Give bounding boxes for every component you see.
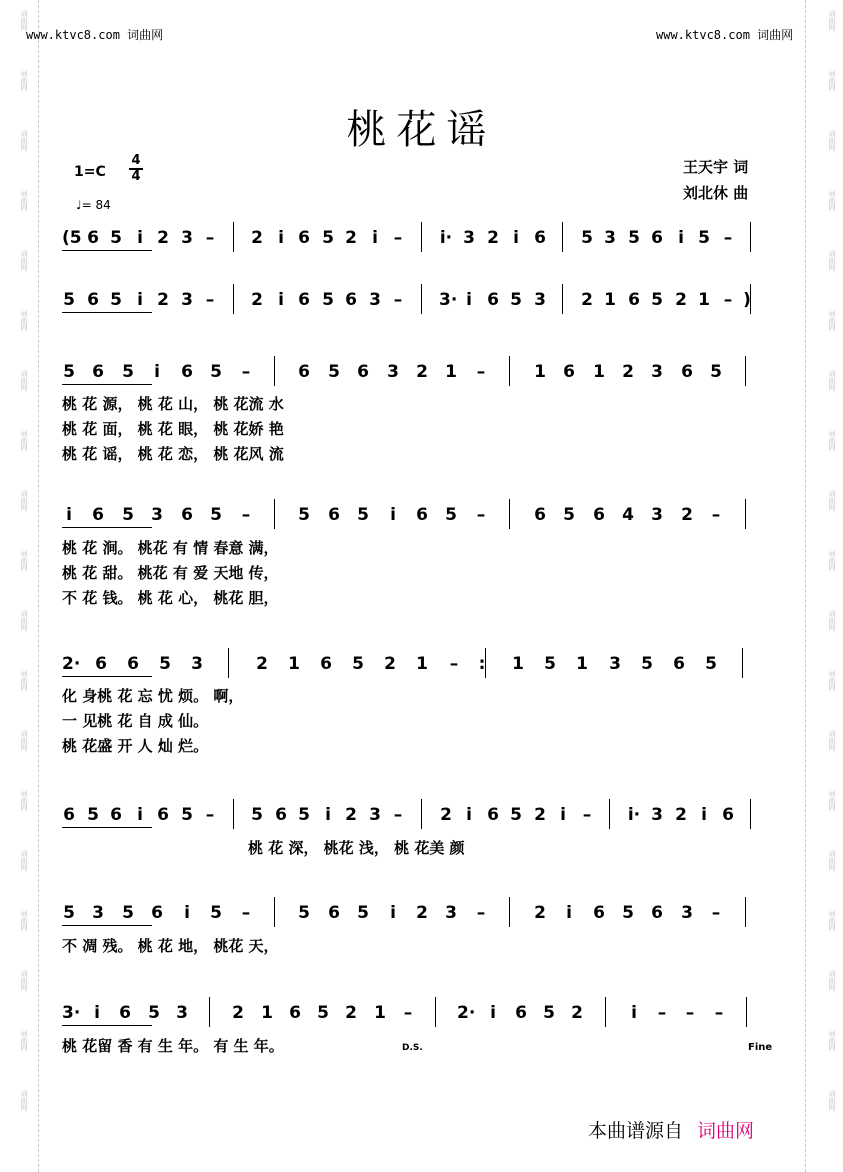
note: i — [466, 290, 472, 310]
note: 6 — [181, 362, 193, 382]
note: i — [701, 805, 707, 825]
note: 5 — [510, 290, 522, 310]
watermark-text: 词曲网 — [828, 790, 836, 811]
note: 6 — [63, 805, 75, 825]
note: 3 — [681, 903, 693, 923]
note: 3 — [651, 362, 663, 382]
note: i — [390, 903, 396, 923]
note: – — [205, 228, 215, 248]
note: 2 — [675, 805, 687, 825]
note: – — [723, 290, 733, 310]
note: 5 — [622, 903, 634, 923]
note: – — [685, 1003, 695, 1023]
note: 5 — [210, 362, 222, 382]
note: 5 — [357, 903, 369, 923]
lyric-line: 桃 花 甜。 桃花 有 爱 天地 传， — [62, 564, 279, 582]
note: 1 — [534, 362, 546, 382]
watermark-text: 词曲网 — [828, 610, 836, 631]
lyricist-credit: 王天宇 词 — [683, 158, 749, 176]
watermark-text: 词曲网 — [20, 130, 28, 151]
note: 3 — [181, 290, 193, 310]
note: 3 — [151, 505, 163, 525]
note: 2 — [416, 903, 428, 923]
note: 1 — [512, 654, 524, 674]
note: 5 — [357, 505, 369, 525]
note: 5 — [298, 805, 310, 825]
lyric-line: 桃 花 谣， 桃 花 恋， 桃 花风 流 — [62, 445, 284, 463]
note: 6 — [289, 1003, 301, 1023]
note: 3 — [176, 1003, 188, 1023]
note: i — [390, 505, 396, 525]
watermark-text: 词曲网 — [20, 430, 28, 451]
note: – — [241, 362, 251, 382]
note: – — [714, 1003, 724, 1023]
notation-row — [62, 362, 782, 394]
notation-row — [62, 290, 782, 322]
note: 3 — [534, 290, 546, 310]
meter-bottom: 4 — [131, 168, 141, 184]
lyric-line: 不 凋 残。 桃 花 地， 桃花 天， — [62, 937, 279, 955]
notation-row — [62, 1003, 782, 1035]
note: 6 — [181, 505, 193, 525]
beam-line — [62, 676, 152, 677]
lyric-line: 桃 花 涧。 桃花 有 情 春意 满， — [62, 539, 279, 557]
note: 2 — [416, 362, 428, 382]
note: 6 — [328, 903, 340, 923]
note: 2 — [251, 228, 263, 248]
bar-line — [605, 997, 606, 1027]
note: 5 — [628, 228, 640, 248]
note: 6 — [345, 290, 357, 310]
note: 2 — [571, 1003, 583, 1023]
time-signature — [128, 154, 144, 184]
note: 6 — [563, 362, 575, 382]
note: 1 — [593, 362, 605, 382]
note: 2 — [157, 228, 169, 248]
note: 5 — [210, 903, 222, 923]
watermark-text: 词曲网 — [828, 430, 836, 451]
note: 3 — [604, 228, 616, 248]
note: – — [205, 805, 215, 825]
note: 5 — [352, 654, 364, 674]
bar-line — [274, 356, 275, 386]
note: 2 — [534, 805, 546, 825]
note: 6 — [357, 362, 369, 382]
note: 4 — [622, 505, 634, 525]
note: 6 — [157, 805, 169, 825]
bar-line — [228, 648, 229, 678]
watermark-text: 词曲网 — [20, 310, 28, 331]
note: 5 — [122, 362, 134, 382]
note: 3 — [463, 228, 475, 248]
notation-symbol: : — [478, 654, 486, 674]
watermark-text: 词曲网 — [828, 730, 836, 751]
watermark-text: 词曲网 — [828, 250, 836, 271]
note: – — [403, 1003, 413, 1023]
note: 6 — [487, 290, 499, 310]
note: 3 — [369, 290, 381, 310]
note: 6 — [651, 903, 663, 923]
note: 6 — [673, 654, 685, 674]
bar-line — [742, 648, 743, 678]
watermark-text: 词曲网 — [828, 70, 836, 91]
note: 1 — [374, 1003, 386, 1023]
note: – — [476, 505, 486, 525]
note: 5 — [122, 505, 134, 525]
note: 6 — [87, 290, 99, 310]
note: i — [513, 228, 519, 248]
beam-line — [62, 312, 152, 313]
note: 3 — [92, 903, 104, 923]
note: 6 — [328, 505, 340, 525]
note: 6 — [110, 805, 122, 825]
watermark-text: 词曲网 — [828, 550, 836, 571]
note: 5 — [445, 505, 457, 525]
note: 5 — [110, 290, 122, 310]
note: 2 — [681, 505, 693, 525]
note: 5 — [110, 228, 122, 248]
bar-line — [745, 356, 746, 386]
note: 5 — [87, 805, 99, 825]
note: 5 — [544, 654, 556, 674]
note: 5 — [651, 290, 663, 310]
lyric-line: 桃 花 深， 桃花 浅， 桃 花美 颜 — [248, 839, 465, 857]
note: 6 — [593, 903, 605, 923]
notation-symbol: ) — [743, 290, 751, 310]
note: 5 — [322, 228, 334, 248]
note: i — [154, 362, 160, 382]
footer-text: 本曲谱源自 — [588, 1120, 684, 1142]
note: – — [476, 903, 486, 923]
note: 5 — [210, 505, 222, 525]
note: 6 — [151, 903, 163, 923]
note: 2 — [384, 654, 396, 674]
watermark-text: 词曲网 — [20, 10, 28, 31]
bar-line — [274, 499, 275, 529]
note: 6 — [651, 228, 663, 248]
note: i — [137, 290, 143, 310]
note: i — [66, 505, 72, 525]
lyric-line: 桃 花 面， 桃 花 眼， 桃 花娇 艳 — [62, 420, 284, 438]
bar-line — [562, 222, 563, 252]
note: 2 — [345, 805, 357, 825]
bar-line — [274, 897, 275, 927]
watermark-text: 词曲网 — [828, 1090, 836, 1111]
watermark-text: 词曲网 — [20, 550, 28, 571]
watermark-text: 词曲网 — [828, 910, 836, 931]
note: 2· — [457, 1003, 476, 1023]
watermark-text: 词曲网 — [20, 970, 28, 991]
note: 5 — [159, 654, 171, 674]
watermark-text: 词曲网 — [828, 1030, 836, 1051]
note: 5 — [641, 654, 653, 674]
note: 6 — [127, 654, 139, 674]
note: 6 — [416, 505, 428, 525]
note: 5 — [63, 362, 75, 382]
note: – — [711, 903, 721, 923]
note: 5 — [328, 362, 340, 382]
watermark-text: 词曲网 — [828, 850, 836, 871]
note: – — [711, 505, 721, 525]
note: 6 — [534, 505, 546, 525]
note: 5 — [322, 290, 334, 310]
bar-line — [509, 356, 510, 386]
beam-line — [62, 925, 152, 926]
bar-line — [562, 284, 563, 314]
note: i — [678, 228, 684, 248]
bar-line — [233, 222, 234, 252]
bar-line — [745, 897, 746, 927]
bar-line — [746, 997, 747, 1027]
note: 2· — [62, 654, 81, 674]
note: 2 — [345, 1003, 357, 1023]
note: 6 — [628, 290, 640, 310]
note: 3· — [439, 290, 458, 310]
key-signature: 1=C — [74, 164, 106, 180]
note: i — [631, 1003, 637, 1023]
note: 2 — [534, 903, 546, 923]
watermark-text: 词曲网 — [20, 70, 28, 91]
note: 1 — [576, 654, 588, 674]
note: 5 — [698, 228, 710, 248]
note: 6 — [298, 228, 310, 248]
note: 5 — [63, 903, 75, 923]
bar-line — [421, 222, 422, 252]
note: (5 — [62, 228, 82, 248]
bar-line — [421, 799, 422, 829]
beam-line — [62, 250, 152, 251]
meter-top: 4 — [131, 153, 141, 168]
note: 6 — [320, 654, 332, 674]
note: i — [278, 228, 284, 248]
note: 6 — [298, 362, 310, 382]
watermark-text: 词曲网 — [20, 190, 28, 211]
composer-credit: 刘北休 曲 — [683, 184, 749, 202]
note: i — [466, 805, 472, 825]
note: – — [449, 654, 459, 674]
watermark-text: 词曲网 — [20, 670, 28, 691]
footer-credit — [588, 1116, 754, 1143]
note: i — [278, 290, 284, 310]
lyric-line: 桃 花留 香 有 生 年。 有 生 年。 — [62, 1037, 284, 1055]
song-title: 桃花谣 — [346, 107, 497, 153]
note: 1 — [416, 654, 428, 674]
watermark-text: 词曲网 — [20, 370, 28, 391]
note: 2 — [345, 228, 357, 248]
note: 3 — [609, 654, 621, 674]
note: 6 — [298, 290, 310, 310]
note: i· — [439, 228, 453, 248]
note: i — [137, 228, 143, 248]
bar-line — [745, 499, 746, 529]
note: i — [325, 805, 331, 825]
note: 6 — [681, 362, 693, 382]
note: 6 — [119, 1003, 131, 1023]
bar-line — [609, 799, 610, 829]
note: 6 — [95, 654, 107, 674]
watermark-text: 词曲网 — [828, 970, 836, 991]
note: 6 — [515, 1003, 527, 1023]
note: i — [490, 1003, 496, 1023]
beam-line — [62, 384, 152, 385]
note: 3 — [181, 228, 193, 248]
note: 3 — [191, 654, 203, 674]
note: i — [137, 805, 143, 825]
bar-line — [750, 222, 751, 252]
lyric-line: 桃 花 源， 桃 花 山， 桃 花流 水 — [62, 395, 284, 413]
note: 3 — [651, 805, 663, 825]
note: 2 — [675, 290, 687, 310]
note: 6 — [487, 805, 499, 825]
watermark-text: 词曲网 — [828, 310, 836, 331]
note: – — [476, 362, 486, 382]
note: 2 — [622, 362, 634, 382]
beam-line — [62, 1025, 152, 1026]
note: – — [393, 290, 403, 310]
note: 2 — [251, 290, 263, 310]
note: 3 — [387, 362, 399, 382]
note: 5 — [705, 654, 717, 674]
note: 5 — [563, 505, 575, 525]
note: 6 — [275, 805, 287, 825]
note: i· — [627, 805, 641, 825]
bar-line — [509, 499, 510, 529]
notation-row — [62, 654, 782, 686]
note: i — [372, 228, 378, 248]
bar-line — [209, 997, 210, 1027]
watermark-text: 词曲网 — [20, 910, 28, 931]
watermark-text: 词曲网 — [828, 130, 836, 151]
note: 2 — [157, 290, 169, 310]
note: 5 — [710, 362, 722, 382]
note: i — [560, 805, 566, 825]
bar-line — [435, 997, 436, 1027]
watermark-text: 词曲网 — [20, 730, 28, 751]
note: 5 — [148, 1003, 160, 1023]
note: 1 — [261, 1003, 273, 1023]
lyric-line: 一 见桃 花 自 成 仙。 — [62, 712, 209, 730]
note: – — [393, 805, 403, 825]
watermark-text: 词曲网 — [828, 10, 836, 31]
note: – — [241, 903, 251, 923]
watermark-text: 词曲网 — [828, 490, 836, 511]
note: 1 — [604, 290, 616, 310]
lyric-line: 不 花 钱。 桃 花 心， 桃花 胆， — [62, 589, 279, 607]
note: 3 — [651, 505, 663, 525]
watermark-text: 词曲网 — [20, 610, 28, 631]
note: 5 — [63, 290, 75, 310]
notation-row — [62, 903, 782, 935]
watermark-text: 词曲网 — [20, 1030, 28, 1051]
bar-line — [233, 284, 234, 314]
tempo-marking: ♩= 84 — [76, 198, 111, 212]
bar-line — [421, 284, 422, 314]
note: 5 — [317, 1003, 329, 1023]
note: 5 — [543, 1003, 555, 1023]
note: 6 — [593, 505, 605, 525]
note: 3 — [369, 805, 381, 825]
watermark-text: 词曲网 — [20, 490, 28, 511]
note: 1 — [288, 654, 300, 674]
bar-line — [509, 897, 510, 927]
ds-marking: D.S. — [402, 1043, 423, 1053]
footer-brand[interactable]: 词曲网 — [697, 1120, 755, 1142]
watermark-text: 词曲网 — [20, 1090, 28, 1111]
watermark-text: 词曲网 — [20, 790, 28, 811]
fine-marking: Fine — [748, 1042, 773, 1053]
note: – — [657, 1003, 667, 1023]
note: 3 — [445, 903, 457, 923]
watermark-text: 词曲网 — [20, 850, 28, 871]
note: 2 — [487, 228, 499, 248]
note: 6 — [87, 228, 99, 248]
source-url-right[interactable]: www.ktvc8.com 词曲网 — [656, 28, 794, 42]
lyric-line: 化 身桃 花 忘 忧 烦。 啊， — [62, 687, 244, 705]
note: – — [723, 228, 733, 248]
note: – — [205, 290, 215, 310]
watermark-text: 词曲网 — [828, 370, 836, 391]
bar-line — [233, 799, 234, 829]
note: – — [241, 505, 251, 525]
watermark-text: 词曲网 — [828, 190, 836, 211]
watermark-text: 词曲网 — [20, 250, 28, 271]
note: – — [393, 228, 403, 248]
notation-row — [62, 228, 782, 260]
note: 2 — [440, 805, 452, 825]
beam-line — [62, 827, 152, 828]
note: 5 — [510, 805, 522, 825]
left-margin-watermark — [18, 0, 39, 1172]
note: 3· — [62, 1003, 81, 1023]
note: 5 — [298, 505, 310, 525]
note: 1 — [445, 362, 457, 382]
note: i — [184, 903, 190, 923]
note: 6 — [92, 362, 104, 382]
note: i — [566, 903, 572, 923]
note: 5 — [298, 903, 310, 923]
note: 5 — [251, 805, 263, 825]
note: – — [582, 805, 592, 825]
lyric-line: 桃 花盛 开 人 灿 烂。 — [62, 737, 209, 755]
note: 1 — [698, 290, 710, 310]
beam-line — [62, 527, 152, 528]
watermark-text: 词曲网 — [828, 670, 836, 691]
note: 2 — [256, 654, 268, 674]
notation-row — [62, 505, 782, 537]
note: 2 — [232, 1003, 244, 1023]
note: 5 — [581, 228, 593, 248]
note: 6 — [92, 505, 104, 525]
notation-row — [62, 805, 782, 837]
note: 6 — [722, 805, 734, 825]
note: 2 — [581, 290, 593, 310]
note: 5 — [181, 805, 193, 825]
source-url-left[interactable]: www.ktvc8.com 词曲网 — [26, 28, 164, 42]
bar-line — [750, 799, 751, 829]
note: 6 — [534, 228, 546, 248]
note: 5 — [122, 903, 134, 923]
right-margin-watermark — [805, 0, 836, 1172]
note: i — [94, 1003, 100, 1023]
